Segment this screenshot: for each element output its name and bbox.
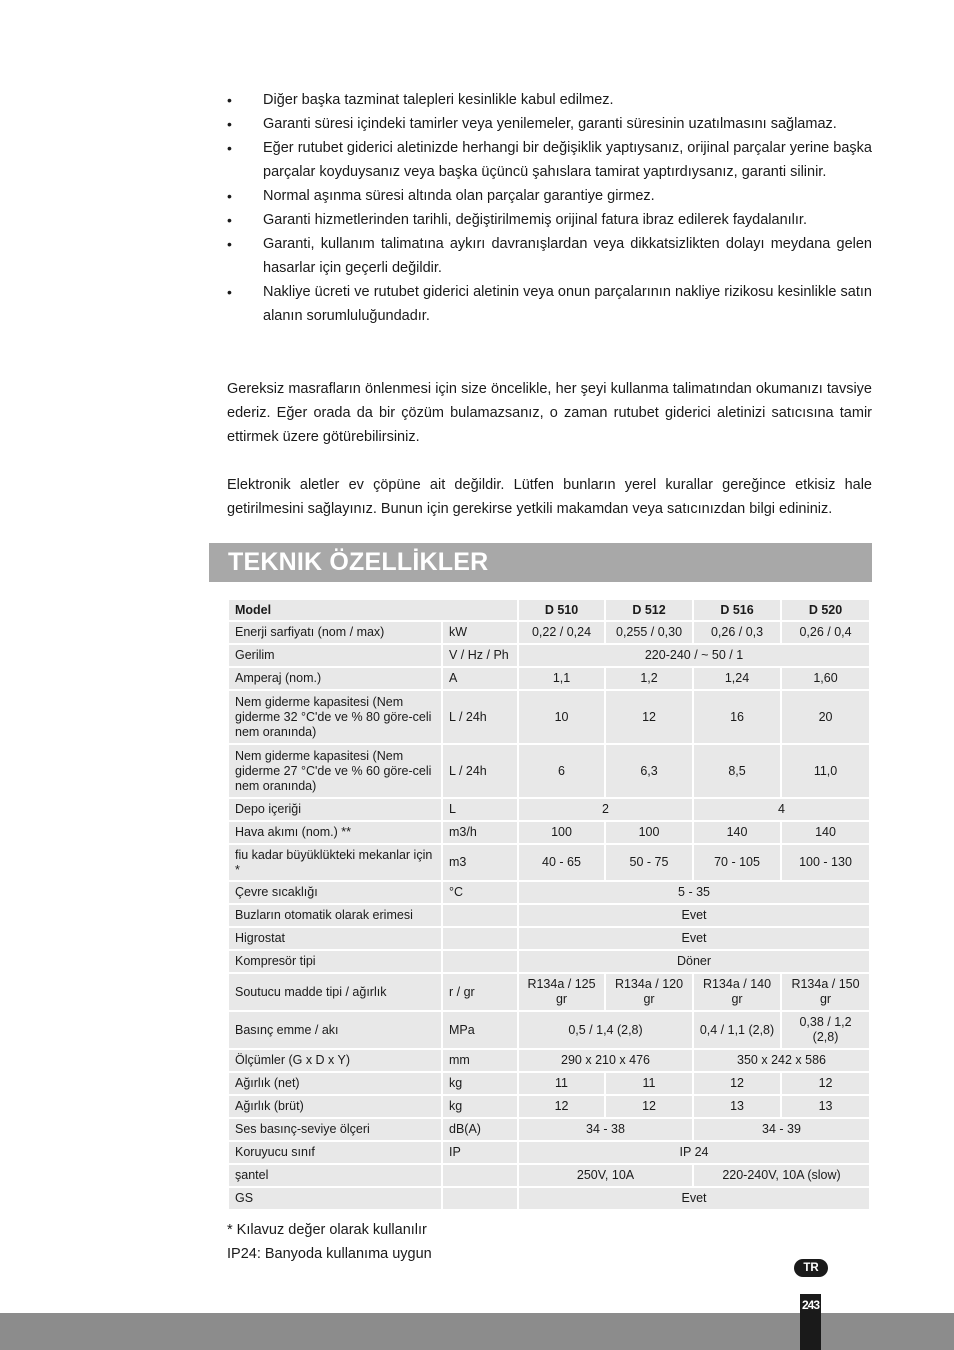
table-row: [228, 621, 870, 644]
row-label: Amperaj (nom.): [228, 667, 442, 690]
cell-value: 0,26 / 0,4: [781, 621, 870, 644]
table-row: [228, 744, 870, 798]
cell-value: Evet: [518, 927, 870, 950]
header-d510: D 510: [518, 599, 605, 621]
row-label: Koruyucu sınıf: [228, 1141, 442, 1164]
header-d520: D 520: [781, 599, 870, 621]
table-row: [228, 1187, 870, 1210]
row-label: Ağırlık (net): [228, 1072, 442, 1095]
row-unit: kg: [442, 1095, 518, 1118]
row-unit: [442, 950, 518, 973]
cell-value: 1,60: [781, 667, 870, 690]
section-title: TEKNIK ÖZELLİKLER: [228, 548, 489, 576]
table-row: [228, 1164, 870, 1187]
cell-value: 140: [693, 821, 781, 844]
row-label: Hava akımı (nom.) **: [228, 821, 442, 844]
table-row: [228, 667, 870, 690]
row-unit: kg: [442, 1072, 518, 1095]
row-label: GS: [228, 1187, 442, 1210]
row-unit: [442, 904, 518, 927]
cell-value: 2: [518, 798, 693, 821]
table-row: [228, 1011, 870, 1049]
list-item: • Eğer rutubet giderici aletinizde herhangi bir değişiklik yaptıysanız, orijinal parçalar yerine başka parçalar koyduysanız veya başka üçüncü şahıslara tamirat yaptırdıysanız, garanti silinir.: [227, 136, 872, 184]
table-row: [228, 950, 870, 973]
paragraph-repair-advice: Gereksiz masrafların önlenmesi için size öncelikle, her şeyi kullanma talimatından okumanızı tavsiye ederiz. Eğer orada da bir çözüm bulamazsanız, o zaman rutubet giderici aletinizi satıcısına tamir ettirmek üzere götürebilirsiniz.: [227, 381, 872, 445]
cell-value: 4: [693, 798, 870, 821]
cell-value: R134a / 125 gr: [518, 973, 605, 1011]
cell-value: 0,22 / 0,24: [518, 621, 605, 644]
cell-value: Evet: [518, 1187, 870, 1210]
cell-value: 16: [693, 690, 781, 744]
table-row: [228, 844, 870, 881]
table-row: [228, 644, 870, 667]
cell-value: 100: [605, 821, 693, 844]
cell-value: R134a / 140 gr: [693, 973, 781, 1011]
header-model: Model: [228, 599, 518, 621]
row-label: Ses basınç-seviye ölçeri: [228, 1118, 442, 1141]
section-banner: [209, 543, 872, 582]
row-label: Ölçümler (G x D x Y): [228, 1049, 442, 1072]
row-label: Gerilim: [228, 644, 442, 667]
warranty-conditions-list: [227, 88, 872, 328]
cell-value: 0,26 / 0,3: [693, 621, 781, 644]
cell-value: 13: [693, 1095, 781, 1118]
list-item: • Garanti, kullanım talimatına aykırı davranışlardan veya dikkatsizlikten dolayı meydana gelen hasarlar için geçerli değildir.: [227, 232, 872, 280]
row-unit: kW: [442, 621, 518, 644]
cell-value: 0,38 / 1,2 (2,8): [781, 1011, 870, 1049]
cell-value: 70 - 105: [693, 844, 781, 881]
table-row: [228, 1141, 870, 1164]
list-item: • Garanti süresi içindeki tamirler veya yenilemeler, garanti süresinin uzatılmasını sağlamaz.: [227, 112, 872, 136]
row-label: şantel: [228, 1164, 442, 1187]
specifications-table: [227, 598, 871, 1211]
cell-value: Evet: [518, 904, 870, 927]
paragraph-disposal: Elektronik aletler ev çöpüne ait değildir. Lütfen bunların yerel kurallar gereğince etkisiz hale getirilmesini sağlayınız. Bunun için gerekirse yetkili makamdan veya satıcınızdan bilgi edininiz.: [227, 477, 872, 517]
cell-value: 8,5: [693, 744, 781, 798]
cell-value: 220-240 / ~ 50 / 1: [518, 644, 870, 667]
cell-value: 6: [518, 744, 605, 798]
cell-value: 12: [605, 690, 693, 744]
footnote-guide-value: * Kılavuz değer olarak kullanılır: [227, 1222, 427, 1238]
cell-value: 220-240V, 10A (slow): [693, 1164, 870, 1187]
row-label: fiu kadar büyüklükteki mekanlar için *: [228, 844, 442, 881]
cell-value: 1,1: [518, 667, 605, 690]
cell-value: 100: [518, 821, 605, 844]
list-item: • Garanti hizmetlerinden tarihli, değiştirilmemiş orijinal fatura ibraz edilerek faydalanılır.: [227, 208, 872, 232]
list-item: • Nakliye ücreti ve rutubet giderici aletinin veya onun parçalarının nakliye rizikosu kesinlikle satın alanın sorumluluğundadır.: [227, 280, 872, 328]
cell-value: 50 - 75: [605, 844, 693, 881]
row-label: Nem giderme kapasitesi (Nem giderme 32 °C'de ve % 80 göre-celi nem oranında): [228, 690, 442, 744]
table-row: [228, 904, 870, 927]
cell-value: Döner: [518, 950, 870, 973]
cell-value: R134a / 120 gr: [605, 973, 693, 1011]
row-label: Kompresör tipi: [228, 950, 442, 973]
list-item: • Diğer başka tazminat talepleri kesinlikle kabul edilmez.: [227, 88, 872, 112]
row-label: Higrostat: [228, 927, 442, 950]
cell-value: 290 x 210 x 476: [518, 1049, 693, 1072]
table-row: [228, 1072, 870, 1095]
cell-value: 34 - 39: [693, 1118, 870, 1141]
cell-value: 250V, 10A: [518, 1164, 693, 1187]
footnotes: [227, 1218, 432, 1266]
row-unit: [442, 1164, 518, 1187]
table-header-row: [228, 599, 870, 621]
cell-value: 140: [781, 821, 870, 844]
cell-value: 34 - 38: [518, 1118, 693, 1141]
table-row: [228, 821, 870, 844]
row-unit: m3/h: [442, 821, 518, 844]
cell-value: 12: [518, 1095, 605, 1118]
cell-value: IP 24: [518, 1141, 870, 1164]
cell-value: 10: [518, 690, 605, 744]
row-label: Buzların otomatik olarak erimesi: [228, 904, 442, 927]
row-label: Çevre sıcaklığı: [228, 881, 442, 904]
row-unit: [442, 1187, 518, 1210]
cell-value: 40 - 65: [518, 844, 605, 881]
list-item: • Normal aşınma süresi altında olan parçalar garantiye girmez.: [227, 184, 872, 208]
table-row: [228, 798, 870, 821]
cell-value: 11: [518, 1072, 605, 1095]
row-unit: A: [442, 667, 518, 690]
cell-value: R134a / 150 gr: [781, 973, 870, 1011]
cell-value: 11: [605, 1072, 693, 1095]
cell-value: 12: [605, 1095, 693, 1118]
table-row: [228, 927, 870, 950]
row-unit: m3: [442, 844, 518, 881]
row-unit: mm: [442, 1049, 518, 1072]
cell-value: 350 x 242 x 586: [693, 1049, 870, 1072]
row-unit: L: [442, 798, 518, 821]
header-d512: D 512: [605, 599, 693, 621]
row-unit: IP: [442, 1141, 518, 1164]
row-label: Nem giderme kapasitesi (Nem giderme 27 °C'de ve % 60 göre-celi nem oranında): [228, 744, 442, 798]
row-unit: L / 24h: [442, 744, 518, 798]
row-unit: L / 24h: [442, 690, 518, 744]
row-unit: r / gr: [442, 973, 518, 1011]
cell-value: 12: [781, 1072, 870, 1095]
table-row: [228, 881, 870, 904]
row-label: Basınç emme / akı: [228, 1011, 442, 1049]
table-row: [228, 973, 870, 1011]
footnote-ip24: IP24: Banyoda kullanıma uygun: [227, 1246, 432, 1262]
row-unit: °C: [442, 881, 518, 904]
page-number: 243: [801, 1298, 820, 1312]
table-row: [228, 1118, 870, 1141]
header-d516: D 516: [693, 599, 781, 621]
cell-value: 1,24: [693, 667, 781, 690]
row-label: Soutucu madde tipi / ağırlık: [228, 973, 442, 1011]
cell-value: 0,255 / 0,30: [605, 621, 693, 644]
cell-value: 12: [693, 1072, 781, 1095]
cell-value: 0,4 / 1,1 (2,8): [693, 1011, 781, 1049]
row-label: Depo içeriği: [228, 798, 442, 821]
row-unit: V / Hz / Ph: [442, 644, 518, 667]
cell-value: 100 - 130: [781, 844, 870, 881]
cell-value: 11,0: [781, 744, 870, 798]
cell-value: 0,5 / 1,4 (2,8): [518, 1011, 693, 1049]
table-row: [228, 690, 870, 744]
row-unit: [442, 927, 518, 950]
cell-value: 6,3: [605, 744, 693, 798]
row-unit: dB(A): [442, 1118, 518, 1141]
row-unit: MPa: [442, 1011, 518, 1049]
table-row: [228, 1095, 870, 1118]
cell-value: 5 - 35: [518, 881, 870, 904]
table-row: [228, 1049, 870, 1072]
row-label: Enerji sarfiyatı (nom / max): [228, 621, 442, 644]
language-badge: TR: [794, 1259, 828, 1277]
cell-value: 1,2: [605, 667, 693, 690]
cell-value: 13: [781, 1095, 870, 1118]
cell-value: 20: [781, 690, 870, 744]
row-label: Ağırlık (brüt): [228, 1095, 442, 1118]
